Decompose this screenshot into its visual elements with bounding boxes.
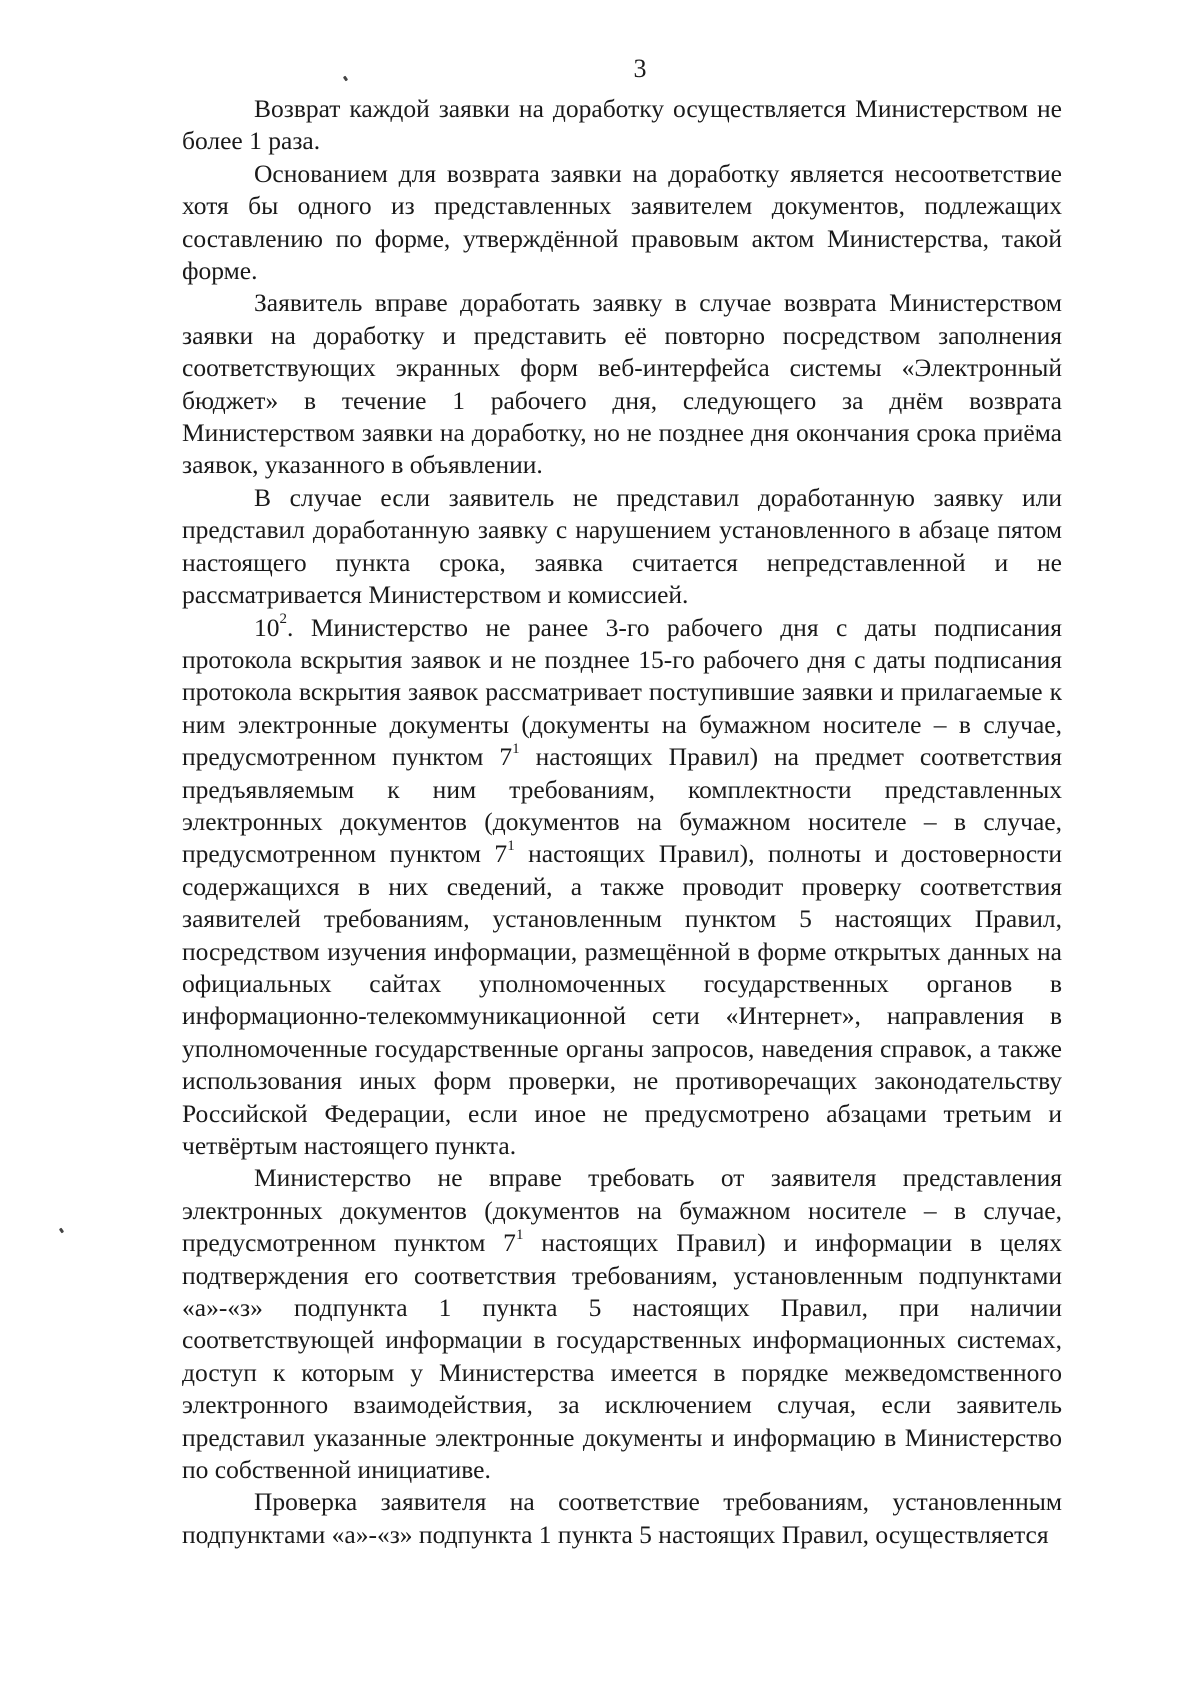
page-number: 3 bbox=[633, 54, 647, 83]
clause-superscript: 2 bbox=[279, 611, 287, 627]
clause-text-part: настоящих Правил), полноты и достоверности содержащихся в них сведений, а также проводит проверку соответствия заявителей требованиям, установленным пунктом 5 настоящих Правил, посредством изучения информации, размещённой в форме открытых данных на официальных сайтах уполномоченных государственных органов в информационно-телекоммуникационной сети «Интернет», направления в уполномоченные государственные органы запросов, наведения справок, а также использования иных форм проверки, не противоречащих законодательству Российской Федерации, если иное не предусмотрено абзацами третьим и четвёртым настоящего пункта. bbox=[182, 839, 1063, 1160]
paragraph-not-submitted: В случае если заявитель не представил доработанную заявку или представил доработанную заявку с нарушением установленного в абзаце пятом настоящего пункта срока, заявка считается непредставленной и не рассматривается Министерством и комиссией. bbox=[182, 482, 1062, 610]
paragraph-resubmission: Заявитель вправе доработать заявку в случае возврата Министерством заявки на доработку и представить её повторно посредством заполнения соответствующих экранных форм веб-интерфейса системы «Электронный бюджет» в течение 1 рабочего дня, следующего за днём возврата Министерством заявки на доработку, но не позднее дня окончания срока приёма заявок, указанного в объявлении. bbox=[182, 288, 1062, 480]
clause-text-part: . Министерство не ранее 3-го рабочего дня с даты подписания протокола вскрытия заявок и не позднее 15-го рабочего дня с даты подписания протокола вскрытия заявок рассматривает поступившие заявки и прилагаемые к ним электронные документы (документы на бумажном носителе – в случае, предусмотренном пунктом 7 bbox=[182, 612, 1062, 772]
rule-superscript: 1 bbox=[515, 1226, 524, 1243]
paragraph-no-request-right bbox=[182, 1162, 1062, 1486]
scan-speck bbox=[59, 1228, 64, 1234]
paragraph-verification: Проверка заявителя на соответствие требованиям, установленным подпунктами «а»-«з» подпункта 1 пункта 5 настоящих Правил, осуществляется bbox=[182, 1487, 1062, 1549]
paragraph-return-grounds: Основанием для возврата заявки на доработку является несоответствие хотя бы одного из представленных заявителем документов, подлежащих составлению по форме, утверждённой правовым актом Министерства, такой форме. bbox=[182, 158, 1062, 286]
clause-text-part: настоящих Правил) на предмет соответствия предъявляемым к ним требованиям, комплектности представленных электронных документов (документов на бумажном носителе – в случае, предусмотренном пунктом 7 bbox=[182, 742, 1062, 869]
paragraph-clause-10-2 bbox=[182, 612, 1062, 1163]
document-body bbox=[182, 93, 1062, 1551]
rule-superscript: 1 bbox=[512, 740, 520, 757]
paragraph-text-part: Министерство не вправе требовать от заявителя представления электронных документов (документов на бумажном носителе – в случае, предусмотренном пунктом 7 bbox=[182, 1163, 1062, 1258]
paragraph-return-limit: Возврат каждой заявки на доработку осуществляется Министерством не более 1 раза. bbox=[182, 94, 1062, 156]
rule-superscript: 1 bbox=[507, 837, 515, 854]
paragraph-text-part: настоящих Правил) и информации в целях подтверждения его соответствия требованиям, установленным подпунктами «а»-«з» подпункта 1 пункта 5 настоящих Правил, при наличии соответствующей информации в государственных информационных системах, доступ к которым у Министерства имеется в порядке межведомственного электронного взаимодействия, за исключением случая, если заявитель представил указанные электронные документы и информацию в Министерство по собственной инициативе. bbox=[182, 1228, 1062, 1485]
clause-number: 10 bbox=[254, 612, 280, 642]
